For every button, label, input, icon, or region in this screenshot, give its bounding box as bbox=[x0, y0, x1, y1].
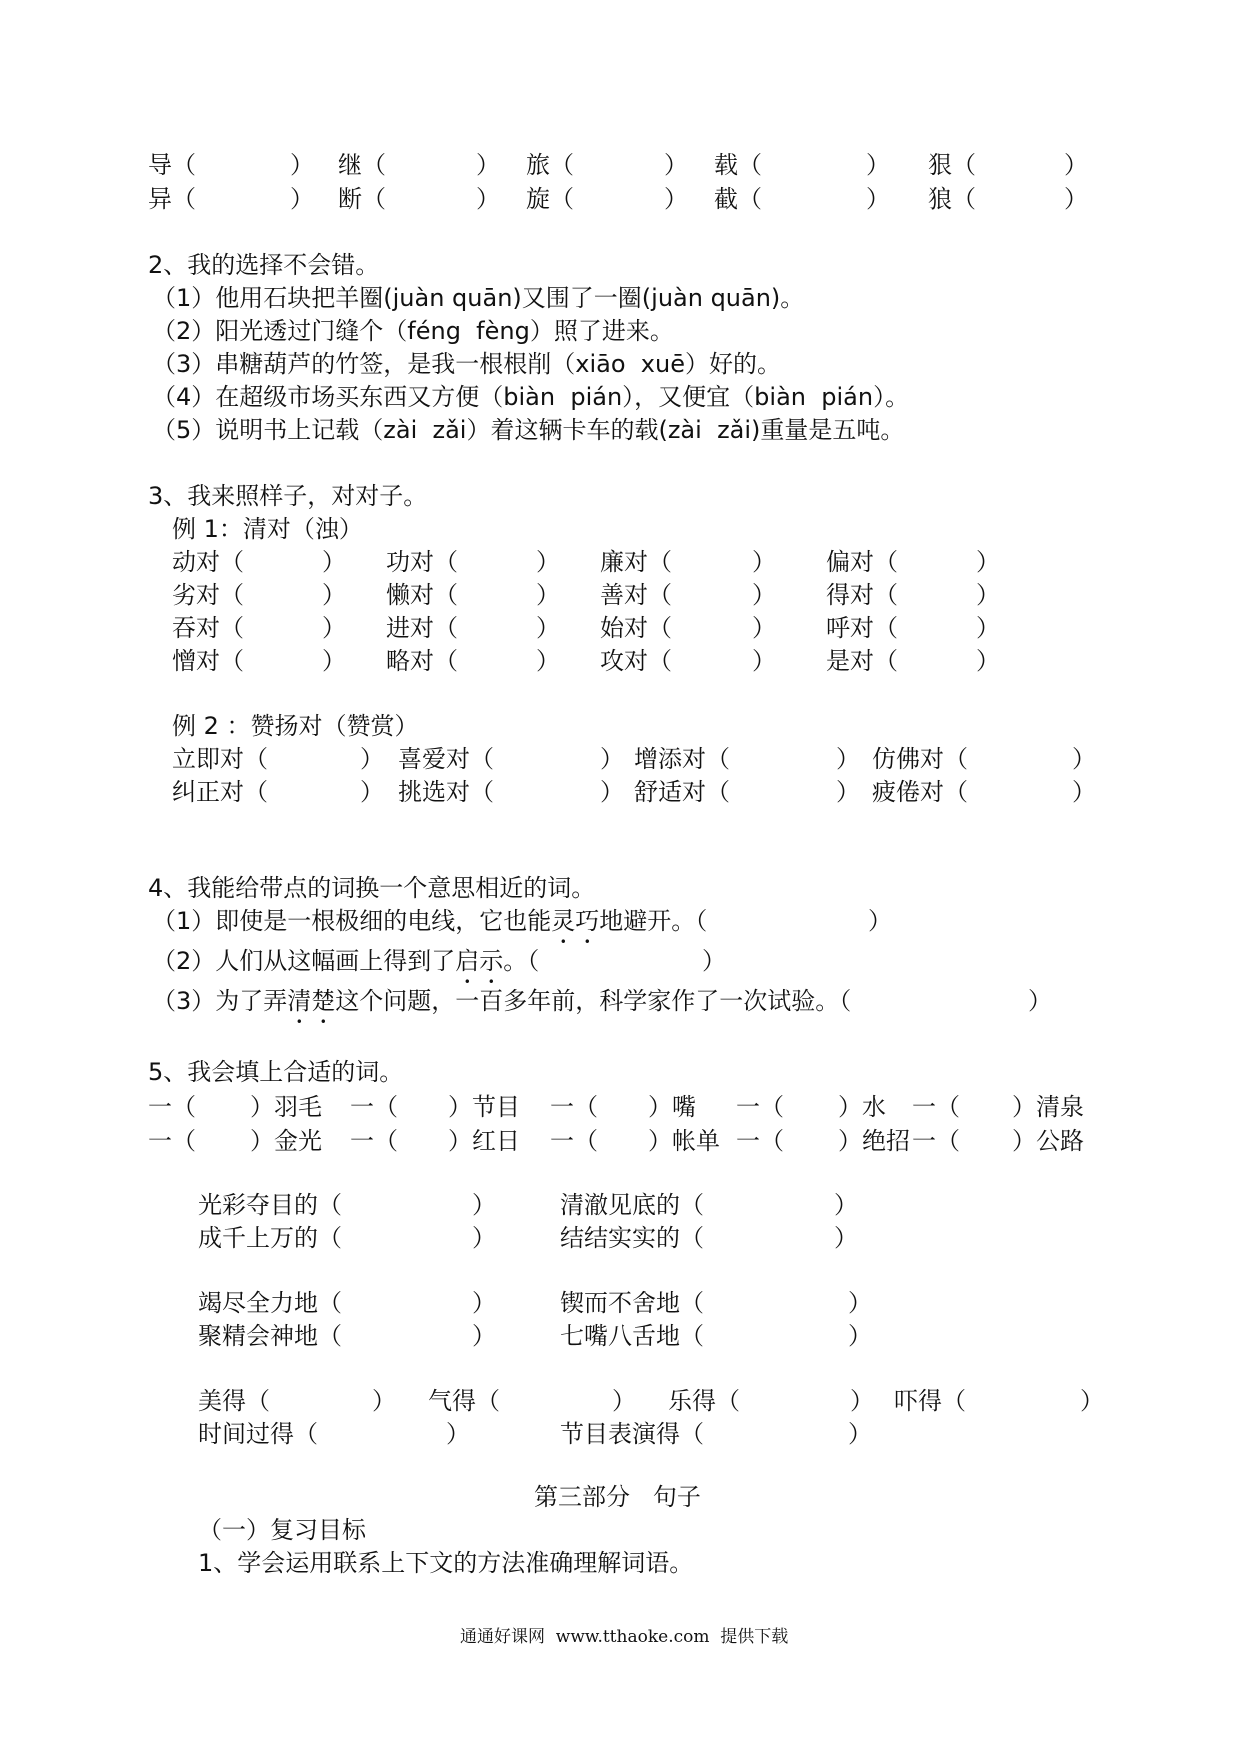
pair-prompt: 略对（ bbox=[386, 647, 458, 675]
char-duan: 断（ bbox=[338, 185, 386, 213]
paren-close: ） bbox=[664, 151, 688, 179]
item-text: （3）为了弄 bbox=[152, 987, 288, 1015]
paren-close: ） bbox=[372, 1387, 396, 1415]
measure-noun: ）水 bbox=[838, 1093, 886, 1121]
phrase-prompt: 光彩夺目的（ bbox=[198, 1191, 342, 1219]
paren-close: ） bbox=[472, 1289, 496, 1317]
char-zai: 载（ bbox=[714, 151, 762, 179]
paren-close: ） bbox=[360, 745, 384, 773]
paren-close: ） bbox=[848, 1420, 872, 1448]
item-text: （1）即使是一根极细的电线，它也能 bbox=[152, 907, 552, 935]
phrase-prompt: 吓得（ bbox=[894, 1387, 966, 1415]
section2-item-2: （2）阳光透过门缝个（féng fèng）照了进来。 bbox=[152, 317, 674, 345]
section2-item-3: （3）串糖葫芦的竹签，是我一根根削（xiāo xuē）好的。 bbox=[152, 350, 781, 378]
section2-title: 2、我的选择不会错。 bbox=[148, 251, 380, 279]
paren-close: ） bbox=[976, 548, 1000, 576]
section3-example2: 例 2 ：赞扬对（赞赏） bbox=[172, 712, 419, 740]
paren-close: ） bbox=[752, 548, 776, 576]
paren-close: ） bbox=[472, 1191, 496, 1219]
phrase-prompt: 美得（ bbox=[198, 1387, 270, 1415]
paren-close: ） bbox=[834, 1224, 858, 1252]
section2-item-5: （5）说明书上记载（zài zǎi）着这辆卡车的载(zài zǎi)重量是五吨。 bbox=[152, 416, 905, 444]
paren-close: ） bbox=[290, 185, 314, 213]
char-dao: 导（ bbox=[148, 151, 196, 179]
paren-close: ） bbox=[536, 581, 560, 609]
paren-close: ） bbox=[866, 151, 890, 179]
paren-close: ） bbox=[836, 778, 860, 806]
pair-prompt: 挑选对（ bbox=[398, 778, 494, 806]
section2-item-4: （4）在超级市场买东西又方便（biàn pián），又便宜（biàn pián）。 bbox=[152, 383, 910, 411]
pair-prompt: 疲倦对（ bbox=[872, 778, 968, 806]
measure-prefix: 一（ bbox=[736, 1127, 784, 1155]
measure-noun: ）金光 bbox=[250, 1127, 322, 1155]
pair-prompt: 始对（ bbox=[600, 614, 672, 642]
paren-close: ） bbox=[1064, 151, 1088, 179]
measure-prefix: 一（ bbox=[912, 1093, 960, 1121]
item-text: 这个问题，一百多年前，科学家作了一次试验。（ bbox=[335, 987, 852, 1015]
char-lang: 狼（ bbox=[928, 185, 976, 213]
paren-close: ） bbox=[848, 1289, 872, 1317]
measure-noun: ）羽毛 bbox=[250, 1093, 322, 1121]
paren-close: ） bbox=[976, 614, 1000, 642]
phrase-prompt: 结结实实的（ bbox=[560, 1224, 704, 1252]
paren-close: ） bbox=[976, 581, 1000, 609]
paren-close: ） bbox=[702, 947, 726, 975]
pair-prompt: 增添对（ bbox=[634, 745, 730, 773]
pair-prompt: 廉对（ bbox=[600, 548, 672, 576]
measure-prefix: 一（ bbox=[736, 1093, 784, 1121]
item-text: （2）人们从这幅画上得到了 bbox=[152, 947, 456, 975]
paren-close: ） bbox=[866, 185, 890, 213]
phrase-prompt: 清澈见底的（ bbox=[560, 1191, 704, 1219]
part3-heading: 第三部分 句子 bbox=[534, 1483, 701, 1511]
measure-noun: ）绝招 bbox=[838, 1127, 910, 1155]
measure-noun: ）公路 bbox=[1012, 1127, 1084, 1155]
pair-prompt: 动对（ bbox=[172, 548, 244, 576]
section3-title: 3、我来照样子，对对子。 bbox=[148, 482, 428, 510]
paren-close: ） bbox=[1064, 185, 1088, 213]
section4-item-3 bbox=[152, 986, 851, 1029]
phrase-prompt: 成千上万的（ bbox=[198, 1224, 342, 1252]
measure-noun: ）清泉 bbox=[1012, 1093, 1084, 1121]
paren-close: ） bbox=[322, 548, 346, 576]
pair-prompt: 憎对（ bbox=[172, 647, 244, 675]
item-text: 。（ bbox=[503, 947, 540, 975]
measure-prefix: 一（ bbox=[148, 1093, 196, 1121]
part3-subheading: （一）复习目标 bbox=[198, 1516, 366, 1544]
paren-close: ） bbox=[664, 185, 688, 213]
paren-close: ） bbox=[834, 1191, 858, 1219]
paren-close: ） bbox=[752, 614, 776, 642]
phrase-prompt: 节目表演得（ bbox=[560, 1420, 704, 1448]
pair-prompt: 喜爱对（ bbox=[398, 745, 494, 773]
paren-close: ） bbox=[536, 614, 560, 642]
pair-prompt: 是对（ bbox=[826, 647, 898, 675]
section4-title: 4、我能给带点的词换一个意思相近的词。 bbox=[148, 874, 596, 902]
paren-close: ） bbox=[848, 1322, 872, 1350]
measure-prefix: 一（ bbox=[148, 1127, 196, 1155]
pair-prompt: 功对（ bbox=[386, 548, 458, 576]
paren-close: ） bbox=[976, 647, 1000, 675]
paren-close: ） bbox=[360, 778, 384, 806]
section4-item-2 bbox=[152, 946, 539, 989]
pair-prompt: 舒适对（ bbox=[634, 778, 730, 806]
pair-prompt: 得对（ bbox=[826, 581, 898, 609]
item-text: 地避开。（ bbox=[599, 907, 708, 935]
paren-close: ） bbox=[868, 907, 892, 935]
phrase-prompt: 乐得（ bbox=[668, 1387, 740, 1415]
paren-close: ） bbox=[752, 647, 776, 675]
pair-prompt: 立即对（ bbox=[172, 745, 268, 773]
measure-noun: ）帐单 bbox=[648, 1127, 720, 1155]
measure-prefix: 一（ bbox=[550, 1093, 598, 1121]
phrase-prompt: 聚精会神地（ bbox=[198, 1322, 342, 1350]
char-ji: 继（ bbox=[338, 151, 386, 179]
paren-close: ） bbox=[472, 1224, 496, 1252]
paren-close: ） bbox=[752, 581, 776, 609]
phrase-prompt: 气得（ bbox=[428, 1387, 500, 1415]
pair-prompt: 呼对（ bbox=[826, 614, 898, 642]
paren-close: ） bbox=[290, 151, 314, 179]
paren-close: ） bbox=[322, 647, 346, 675]
part3-item-1: 1、学会运用联系上下文的方法准确理解词语。 bbox=[198, 1549, 694, 1577]
char-jie: 截（ bbox=[714, 185, 762, 213]
paren-close: ） bbox=[322, 614, 346, 642]
paren-close: ） bbox=[600, 745, 624, 773]
measure-noun: ）节目 bbox=[448, 1093, 520, 1121]
pair-prompt: 善对（ bbox=[600, 581, 672, 609]
paren-close: ） bbox=[322, 581, 346, 609]
paren-close: ） bbox=[600, 778, 624, 806]
measure-prefix: 一（ bbox=[912, 1127, 960, 1155]
paren-close: ） bbox=[472, 1322, 496, 1350]
phrase-prompt: 锲而不舍地（ bbox=[560, 1289, 704, 1317]
measure-noun: ）嘴 bbox=[648, 1093, 696, 1121]
char-hen: 狠（ bbox=[928, 151, 976, 179]
measure-prefix: 一（ bbox=[350, 1093, 398, 1121]
char-xuan: 旋（ bbox=[526, 185, 574, 213]
phrase-prompt: 时间过得（ bbox=[198, 1420, 318, 1448]
pair-prompt: 劣对（ bbox=[172, 581, 244, 609]
measure-prefix: 一（ bbox=[550, 1127, 598, 1155]
paren-close: ） bbox=[1028, 987, 1052, 1015]
paren-close: ） bbox=[536, 548, 560, 576]
pair-prompt: 懒对（ bbox=[386, 581, 458, 609]
dotted-word: 清楚 bbox=[287, 987, 336, 1015]
paren-close: ） bbox=[476, 151, 500, 179]
pair-prompt: 进对（ bbox=[386, 614, 458, 642]
paren-close: ） bbox=[536, 647, 560, 675]
section5-title: 5、我会填上合适的词。 bbox=[148, 1058, 404, 1086]
paren-close: ） bbox=[1080, 1387, 1104, 1415]
measure-prefix: 一（ bbox=[350, 1127, 398, 1155]
section2-item-1: （1）他用石块把羊圈(juàn quān)又围了一圈(juàn quān)。 bbox=[152, 284, 805, 312]
phrase-prompt: 七嘴八舌地（ bbox=[560, 1322, 704, 1350]
pair-prompt: 偏对（ bbox=[826, 548, 898, 576]
paren-close: ） bbox=[612, 1387, 636, 1415]
section3-example1: 例 1：清对（浊） bbox=[172, 515, 363, 543]
paren-close: ） bbox=[1072, 745, 1096, 773]
phrase-prompt: 竭尽全力地（ bbox=[198, 1289, 342, 1317]
char-lv: 旅（ bbox=[526, 151, 574, 179]
pair-prompt: 纠正对（ bbox=[172, 778, 268, 806]
paren-close: ） bbox=[446, 1420, 470, 1448]
char-yi: 异（ bbox=[148, 185, 196, 213]
pair-prompt: 仿佛对（ bbox=[872, 745, 968, 773]
paren-close: ） bbox=[836, 745, 860, 773]
paren-close: ） bbox=[1072, 778, 1096, 806]
pair-prompt: 攻对（ bbox=[600, 647, 672, 675]
pair-prompt: 吞对（ bbox=[172, 614, 244, 642]
dotted-word: 灵巧 bbox=[551, 907, 600, 935]
page-footer: 通通好课网 www.tthaoke.com 提供下载 bbox=[460, 1627, 789, 1647]
section4-item-1 bbox=[152, 906, 707, 949]
paren-close: ） bbox=[476, 185, 500, 213]
measure-noun: ）红日 bbox=[448, 1127, 520, 1155]
paren-close: ） bbox=[850, 1387, 874, 1415]
dotted-word: 启示 bbox=[455, 947, 504, 975]
